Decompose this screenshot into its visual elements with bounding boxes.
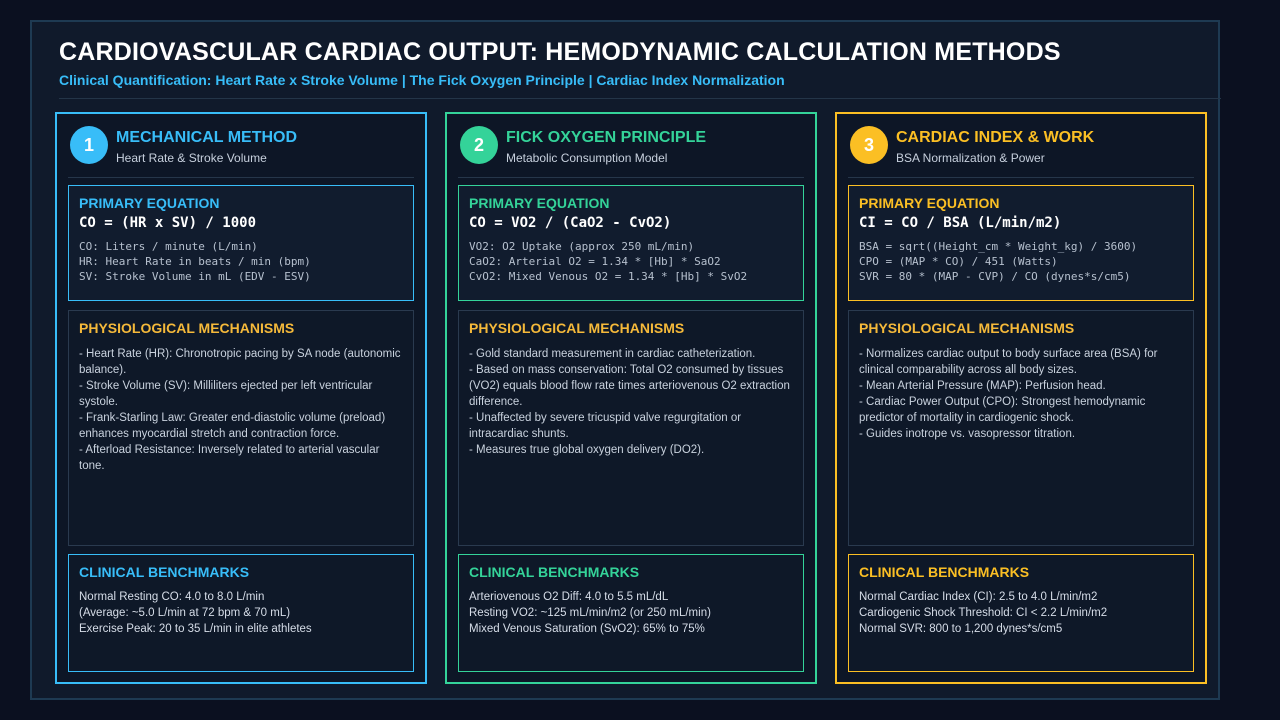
benchmark-item: Normal Resting CO: 4.0 to 8.0 L/min xyxy=(79,591,265,603)
benchmarks-list xyxy=(79,589,405,637)
panel-header-divider xyxy=(848,177,1194,178)
method-panel-mechanical xyxy=(55,112,427,684)
primary-equation: CO = (HR x SV) / 1000 xyxy=(79,215,257,231)
panel-header xyxy=(837,114,1205,178)
primary-equation-label: PRIMARY EQUATION xyxy=(859,195,1000,211)
method-panel-fick xyxy=(445,112,817,684)
panel-title: CARDIAC INDEX & WORK xyxy=(896,129,1095,146)
primary-equation-box xyxy=(68,185,414,301)
equation-definitions xyxy=(469,239,747,284)
mechanism-item: - Heart Rate (HR): Chronotropic pacing by SA node (autonomic balance). xyxy=(79,348,401,376)
mechanisms-list xyxy=(859,346,1185,442)
mechanisms-label: PHYSIOLOGICAL MECHANISMS xyxy=(859,320,1075,336)
benchmark-item: Normal SVR: 800 to 1,200 dynes*s/cm5 xyxy=(859,623,1063,635)
primary-equation: CO = VO2 / (CaO2 - CvO2) xyxy=(469,215,672,231)
panel-header xyxy=(57,114,425,178)
equation-definition: CO: Liters / minute (L/min) xyxy=(79,240,258,253)
panel-subtitle: BSA Normalization & Power xyxy=(896,151,1045,165)
mechanism-item: - Measures true global oxygen delivery (DO2). xyxy=(469,444,705,456)
benchmarks-label: CLINICAL BENCHMARKS xyxy=(79,564,250,580)
benchmark-item: Normal Cardiac Index (CI): 2.5 to 4.0 L/min/m2 xyxy=(859,591,1098,603)
benchmark-item: Arteriovenous O2 Diff: 4.0 to 5.5 mL/dL xyxy=(469,591,669,603)
equation-definition: VO2: O2 Uptake (approx 250 mL/min) xyxy=(469,240,695,253)
mechanisms-list xyxy=(469,346,795,458)
panel-header-divider xyxy=(458,177,804,178)
equation-definition: CPO = (MAP * CO) / 451 (Watts) xyxy=(859,255,1058,268)
mechanism-item: - Normalizes cardiac output to body surface area (BSA) for clinical comparability across all body sizes. xyxy=(859,348,1158,376)
mechanism-item: - Unaffected by severe tricuspid valve regurgitation or intracardiac shunts. xyxy=(469,412,742,440)
equation-definition: SV: Stroke Volume in mL (EDV - ESV) xyxy=(79,270,311,283)
panel-subtitle: Metabolic Consumption Model xyxy=(506,151,668,165)
mechanisms-label: PHYSIOLOGICAL MECHANISMS xyxy=(469,320,685,336)
equation-definitions xyxy=(859,239,1137,284)
mechanism-item: - Frank-Starling Law: Greater end-diastolic volume (preload) enhances myocardial stretch and contraction force. xyxy=(79,412,386,440)
page-subtitle: Clinical Quantification: Heart Rate x Stroke Volume | The Fick Oxygen Principle | Cardiac Index Normalization xyxy=(59,72,785,88)
mechanism-item: - Cardiac Power Output (CPO): Strongest hemodynamic predictor of mortality in cardiogenic shock. xyxy=(859,396,1146,424)
equation-definition: CaO2: Arterial O2 = 1.34 * [Hb] * SaO2 xyxy=(469,255,721,268)
mechanism-item: - Mean Arterial Pressure (MAP): Perfusion head. xyxy=(859,380,1106,392)
equation-definition: SVR = 80 * (MAP - CVP) / CO (dynes*s/cm5) xyxy=(859,270,1131,283)
benchmark-item: Exercise Peak: 20 to 35 L/min in elite athletes xyxy=(79,623,312,635)
mechanisms-label: PHYSIOLOGICAL MECHANISMS xyxy=(79,320,295,336)
benchmarks-box xyxy=(68,554,414,672)
panel-header xyxy=(447,114,815,178)
panel-header-divider xyxy=(68,177,414,178)
mechanisms-list xyxy=(79,346,405,474)
mechanism-item: - Gold standard measurement in cardiac catheterization. xyxy=(469,348,756,360)
benchmarks-box xyxy=(458,554,804,672)
mechanisms-box xyxy=(848,310,1194,546)
benchmarks-list xyxy=(469,589,795,637)
header-divider xyxy=(59,98,1221,99)
panel-title: MECHANICAL METHOD xyxy=(116,129,298,146)
equation-definition: BSA = sqrt((Height_cm * Weight_kg) / 3600) xyxy=(859,240,1138,253)
mechanism-item: - Guides inotrope vs. vasopressor titration. xyxy=(859,428,1076,440)
step-number-badge: 3 xyxy=(850,126,888,164)
mechanism-item: - Stroke Volume (SV): Milliliters ejected per left ventricular systole. xyxy=(79,380,373,408)
benchmark-item: Resting VO2: ~125 mL/min/m2 (or 250 mL/min) xyxy=(469,607,711,619)
primary-equation-box xyxy=(848,185,1194,301)
mechanisms-box xyxy=(458,310,804,546)
panel-title: FICK OXYGEN PRINCIPLE xyxy=(506,129,707,146)
benchmark-item: (Average: ~5.0 L/min at 72 bpm & 70 mL) xyxy=(79,607,291,619)
mechanisms-box xyxy=(68,310,414,546)
primary-equation-label: PRIMARY EQUATION xyxy=(469,195,610,211)
benchmarks-box xyxy=(848,554,1194,672)
panel-subtitle: Heart Rate & Stroke Volume xyxy=(116,151,267,165)
primary-equation-label: PRIMARY EQUATION xyxy=(79,195,220,211)
equation-definition: CvO2: Mixed Venous O2 = 1.34 * [Hb] * SvO2 xyxy=(469,270,748,283)
benchmark-item: Cardiogenic Shock Threshold: CI < 2.2 L/min/m2 xyxy=(859,607,1108,619)
step-number-badge: 1 xyxy=(70,126,108,164)
primary-equation: CI = CO / BSA (L/min/m2) xyxy=(859,215,1062,231)
benchmarks-label: CLINICAL BENCHMARKS xyxy=(469,564,640,580)
equation-definitions xyxy=(79,239,311,284)
benchmarks-list xyxy=(859,589,1185,637)
benchmarks-label: CLINICAL BENCHMARKS xyxy=(859,564,1030,580)
mechanism-item: - Afterload Resistance: Inversely related to arterial vascular tone. xyxy=(79,444,380,472)
equation-definition: HR: Heart Rate in beats / min (bpm) xyxy=(79,255,311,268)
primary-equation-box xyxy=(458,185,804,301)
benchmark-item: Mixed Venous Saturation (SvO2): 65% to 75% xyxy=(469,623,705,635)
page-title: CARDIOVASCULAR CARDIAC OUTPUT: HEMODYNAMIC CALCULATION METHODS xyxy=(59,38,1061,66)
step-number-badge: 2 xyxy=(460,126,498,164)
method-panel-cardiac-index xyxy=(835,112,1207,684)
mechanism-item: - Based on mass conservation: Total O2 consumed by tissues (VO2) equals blood flow rate times arteriovenous O2 extraction difference. xyxy=(469,364,790,408)
